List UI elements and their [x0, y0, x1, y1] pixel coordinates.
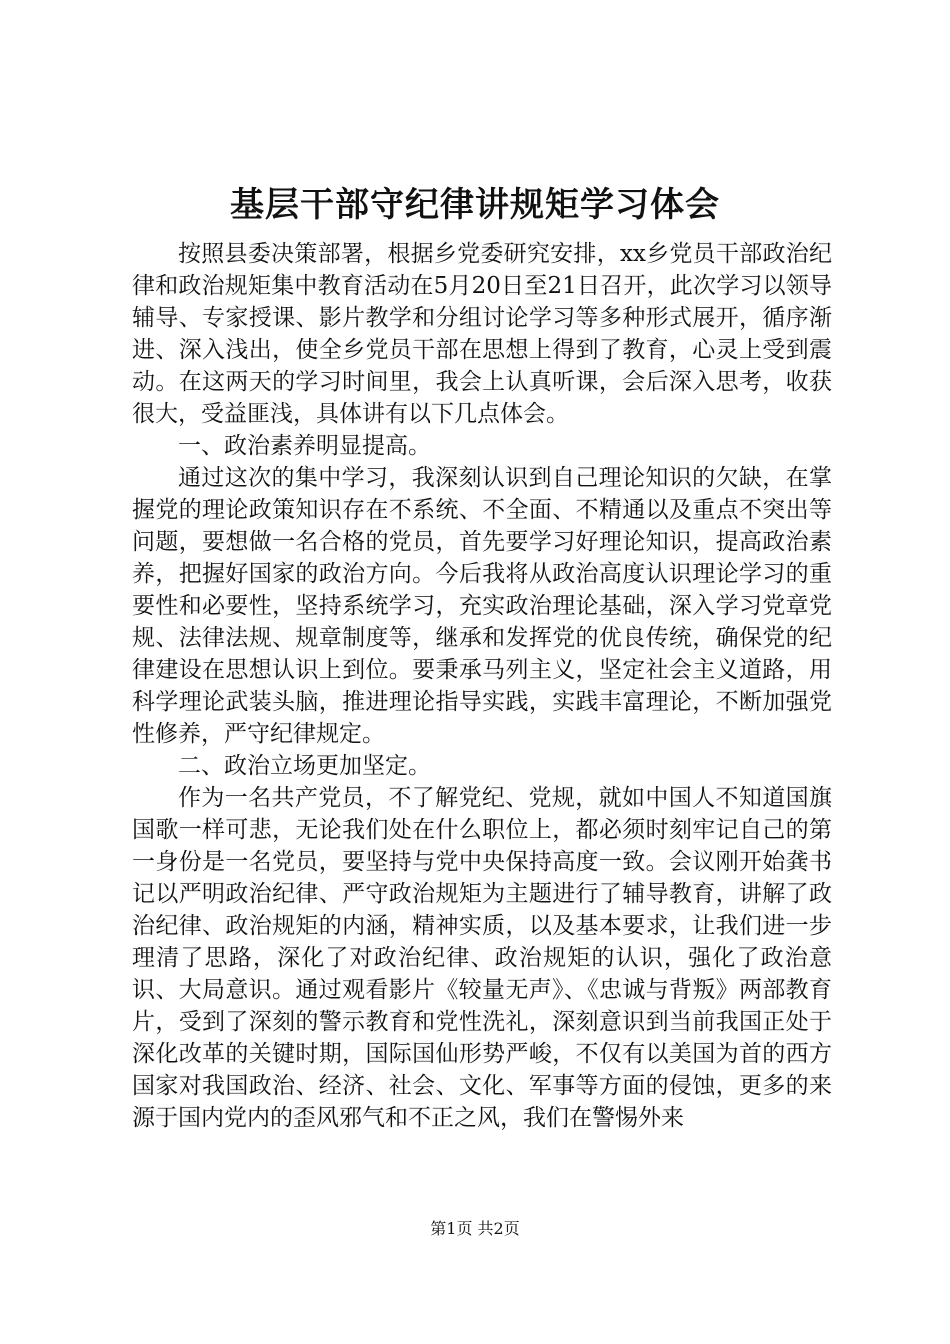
section-paragraph-1: 通过这次的集中学习，我深刻认识到自己理论知识的欠缺，在掌握党的理论政策知识存在不系统、不全面、不精通以及重点不突出等问题，要想做一名合格的党员，首先要学习好理论知识，提高政治素养，把握好国家的政治方向。今后我将从政治高度认识理论学习的重要性和必要性，坚持系统学习，充实政治理论基础，深入学习党章党规、法律法规、规章制度等，继承和发挥党的优良传统，确保党的纪律建设在思想认识上到位。要秉承马列主义，坚定社会主义道路，用科学理论武装头脑，推进理论指导实践，实践丰富理论，不断加强党性修养，严守纪律规定。: [132, 465, 832, 747]
intro-paragraph: 按照县委决策部署，根据乡党委研究安排，xx乡党员干部政治纪律和政治规矩集中教育活动在5月20日至21日召开，此次学习以领导辅导、专家授课、影片教学和分组讨论学习等多种形式展开，循序渐进、深入浅出，使全乡党员干部在思想上得到了教育，心灵上受到震动。在这两天的学习时间里，我会上认真听课，会后深入思考，收获很大，受益匪浅，具体讲有以下几点体会。: [132, 241, 832, 427]
page-footer: 第1页 共2页: [430, 1219, 520, 1238]
document-body: [132, 238, 832, 1134]
document-title: 基层干部守纪律讲规矩学习体会: [230, 185, 720, 225]
section-heading-2: 二、政治立场更加坚定。: [178, 753, 431, 779]
section-paragraph-2: 作为一名共产党员，不了解党纪、党规，就如中国人不知道国旗国歌一样可悲，无论我们处在什么职位上，都必须时刻牢记自己的第一身份是一名党员，要坚持与党中央保持高度一致。会议刚开始龚书记以严明政治纪律、严守政治规矩为主题进行了辅导教育，讲解了政治纪律、政治规矩的内涵，精神实质，以及基本要求，让我们进一步理清了思路，深化了对政治纪律、政治规矩的认识，强化了政治意识、大局意识。通过观看影片《较量无声》、《忠诚与背叛》两部教育片，受到了深刻的警示教育和党性洗礼，深刻意识到当前我国正处于深化改革的关键时期，国际国仙形势严峻，不仅有以美国为首的西方国家对我国政治、经济、社会、文化、军事等方面的侵蚀，更多的来源于国内党内的歪风邪气和不正之风，我们在警惕外来: [132, 785, 832, 1131]
section-heading-1: 一、政治素养明显提高。: [178, 433, 431, 459]
